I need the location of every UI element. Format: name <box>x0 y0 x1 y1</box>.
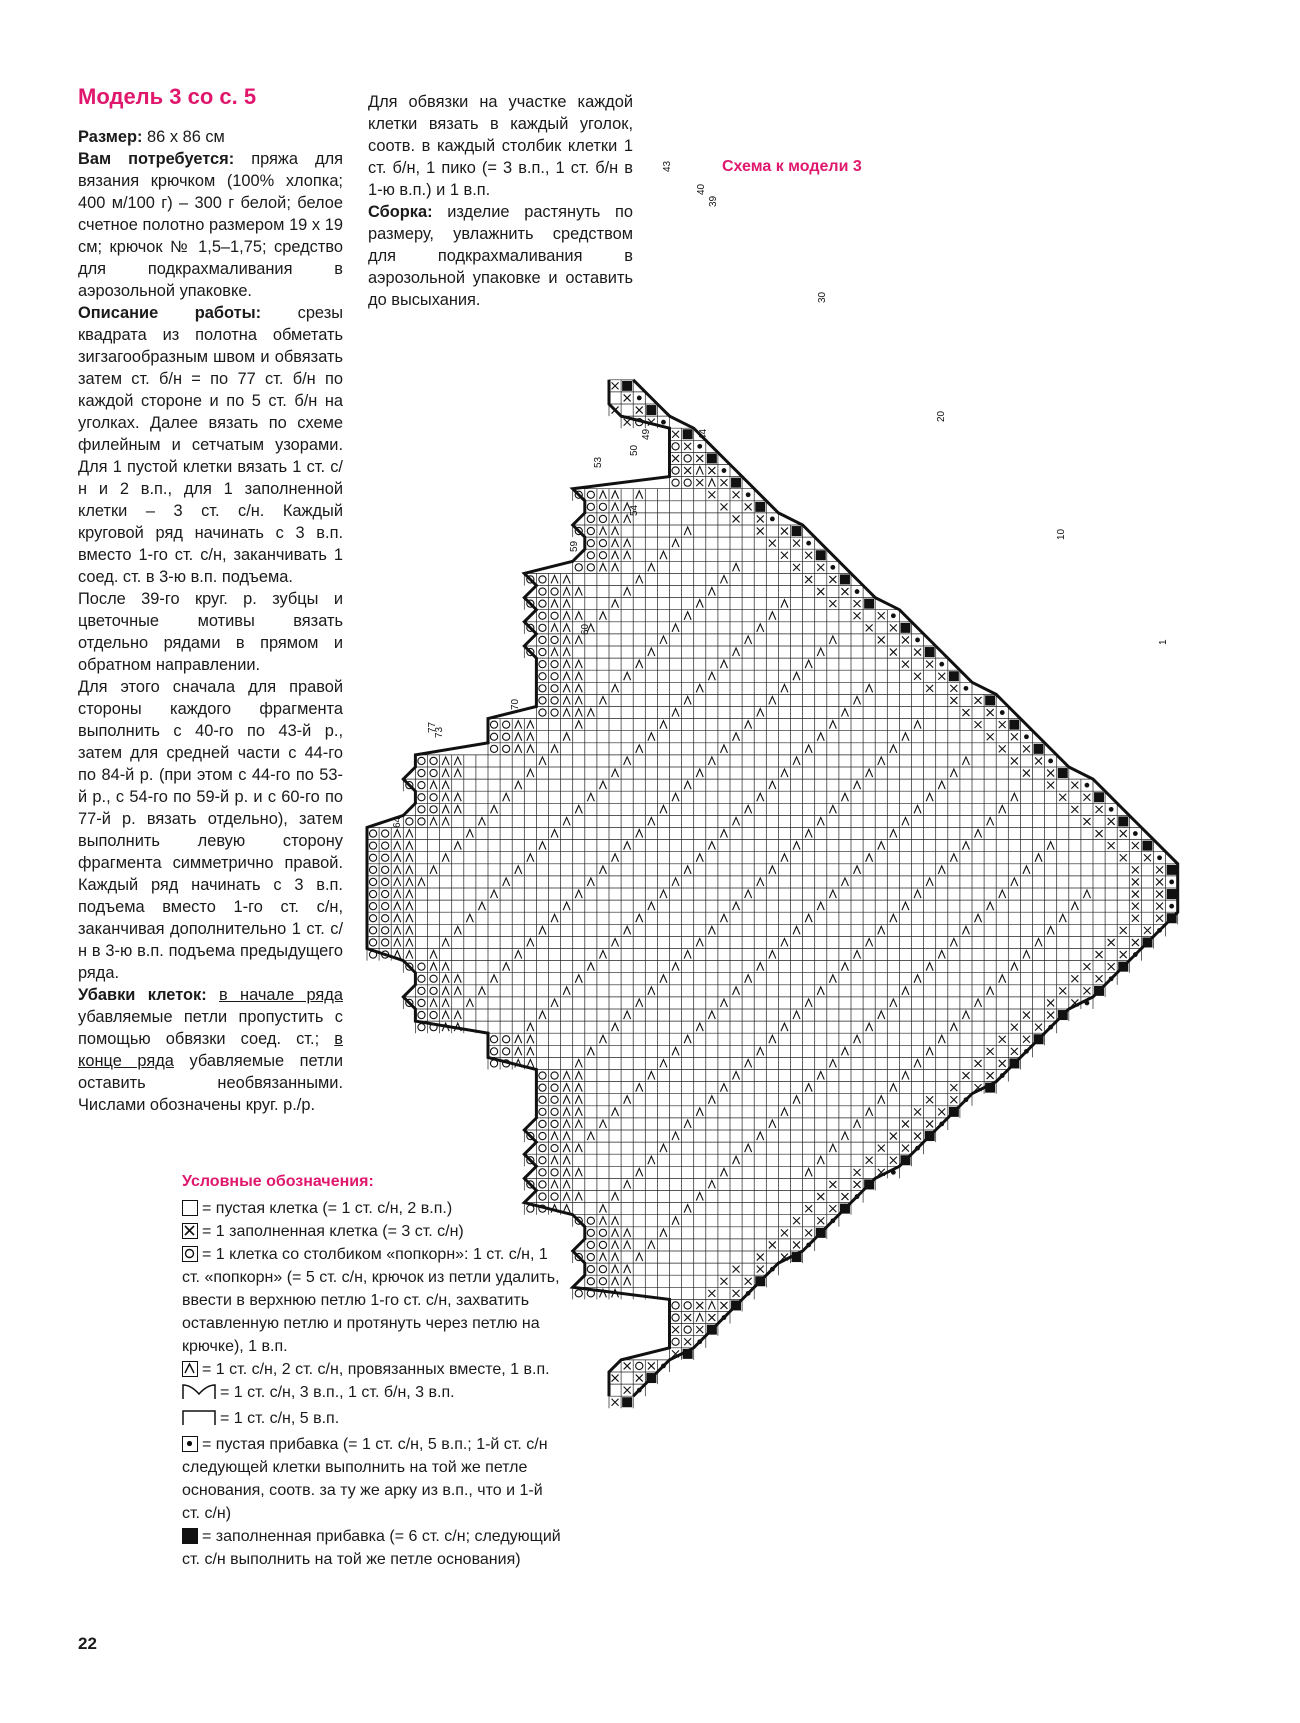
legend-item-empty-increase: = пустая прибавка (= 1 ст. с/н, 5 в.п.; 1-й ст. с/н следующей клетки выполнить на той же петле основания, соотв. за ту же арку из в.п., что и 1-й ст. с/н) <box>182 1436 548 1522</box>
row-number-73: 73 <box>434 726 445 738</box>
row-number-70: 70 <box>510 698 521 710</box>
decrease-cell-icon <box>182 1361 198 1377</box>
legend-item-popcorn: = 1 клетка со столбиком «попкорн»: 1 ст. с/н, 1 ст. «попкорн» (= 5 ст. с/н, крючок из петли удалить, ввести в верхнюю петлю 1-го ст. с/н, захватить оставленную петлю и протянуть через петлю на крючке), 1 в.п. <box>182 1246 560 1355</box>
row-number-54: 54 <box>629 504 640 516</box>
row-number-50: 50 <box>629 444 640 456</box>
legend-item-empty-cell: = пустая клетка (= 1 ст. с/н, 2 в.п.) <box>182 1197 562 1220</box>
lacet-arch-icon <box>182 1384 216 1407</box>
chart-title: Схема к модели 3 <box>722 158 862 175</box>
assembly-paragraph: Сборка: изделие растянуть по размеру, увлажнить средством для подкрахмаливания в аэрозольной упаковке и оставить до высыхания. <box>368 203 633 309</box>
row-number-64: 64 <box>392 816 403 828</box>
description-paragraph: Описание работы: срезы квадрата из полотна обметать зигзагообразным швом и обвязать затем ст. б/н = по 77 ст. б/н по каждой стороне и по 5 ст. б/н на уголках. Далее вязать по схеме филейным и сетчатым узорами. Для 1 пустой клетки вязать 1 ст. с/н и 2 в.п., для 1 заполненной клетки – 3 ст. с/н. Каждый круговой ряд начинать с 3 в.п. вместо 1-го ст. с/н, заканчивать 1 соед. ст. в 3-ю в.п. подъема. <box>78 304 343 586</box>
legend-item-bar: = 1 ст. с/н, 5 в.п. <box>182 1407 562 1433</box>
row-number-40: 40 <box>696 183 707 195</box>
legend <box>182 1170 562 1571</box>
page-title: Модель 3 со с. 5 <box>78 84 257 109</box>
row-number-60: 60 <box>580 623 591 635</box>
legend-item-decrease: = 1 ст. с/н, 2 ст. с/н, провязанных вместе, 1 в.п. <box>182 1358 562 1381</box>
row-number-44: 44 <box>698 428 709 440</box>
legend-title: Условные обозначения: <box>182 1173 374 1190</box>
size-paragraph: Размер: 86 х 86 см <box>78 128 225 146</box>
row-number-20: 20 <box>936 410 947 422</box>
popcorn-cell-icon <box>182 1246 198 1262</box>
sides-paragraph: Для этого сначала для правой стороны каждого фрагмента выполнить с 40-го по 43-й р., затем для средней части с 44-го по 84-й р. (при этом с 44-го по 53-й р., с 54-го по 59-й р. и с 60-го по 77-й р. вязать отдельно), затем выполнить левую сторону фрагмента симметрично правой. Каждый ряд начинать с 3 в.п. подъема вместо 1-го ст. с/н, заканчивая дополнительно 1 ст. с/н в 3-ю в.п. подъема предыдущего ряда. <box>78 678 343 982</box>
row-number-59: 59 <box>569 540 580 552</box>
instructions-column-1 <box>78 82 343 1116</box>
empty-cell-icon <box>182 1200 198 1216</box>
cross-cell-icon <box>182 1223 198 1239</box>
teeth-paragraph: После 39-го круг. р. зубцы и цветочные мотивы вязать отдельно рядами в прямом и обратном направлении. <box>78 590 343 674</box>
legend-item-filled-increase: = заполненная прибавка (= 6 ст. с/н; следующий ст. с/н выполнить на той же петле основания) <box>182 1528 561 1568</box>
row-number-49: 49 <box>641 428 652 440</box>
edging-paragraph: Для обвязки на участке каждой клетки вязать в каждый уголок, соотв. в каждый столбик клетки 1 ст. б/н, 1 пико (= 3 в.п., 1 ст. б/н в 1-ю в.п.) и 1 в.п. <box>368 93 633 199</box>
row-number-30: 30 <box>817 291 828 303</box>
legend-item-filled-cell: = 1 заполненная клетка (= 3 ст. с/н) <box>182 1220 562 1243</box>
dot-cell-icon <box>182 1436 198 1452</box>
row-number-1: 1 <box>1158 639 1169 645</box>
page-number: 22 <box>78 1634 97 1653</box>
row-number-10: 10 <box>1056 528 1067 540</box>
legend-item-lacet: = 1 ст. с/н, 3 в.п., 1 ст. б/н, 3 в.п. <box>182 1381 562 1407</box>
filled-square-icon <box>182 1528 198 1544</box>
row-number-39: 39 <box>708 195 719 207</box>
materials-paragraph: Вам потребуется: пряжа для вязания крючком (100% хлопка; 400 м/100 г) – 300 г белой; белое счетное полотно размером 19 х 19 см; крючок № 1,5–1,75; средство для подкрахмаливания в аэрозольной упаковке. <box>78 150 344 300</box>
decrease-paragraph: Убавки клеток: в начале ряда убавляемые петли пропустить с помощью обвязки соед. ст.; в конце ряда убавляемые петли оставить необвязанными. Числами обозначены круг. р./р. <box>78 986 343 1114</box>
bar-cell-icon <box>182 1410 216 1433</box>
row-number-77: 77 <box>427 721 438 733</box>
row-number-53: 53 <box>593 456 604 468</box>
row-number-43: 43 <box>662 160 673 172</box>
